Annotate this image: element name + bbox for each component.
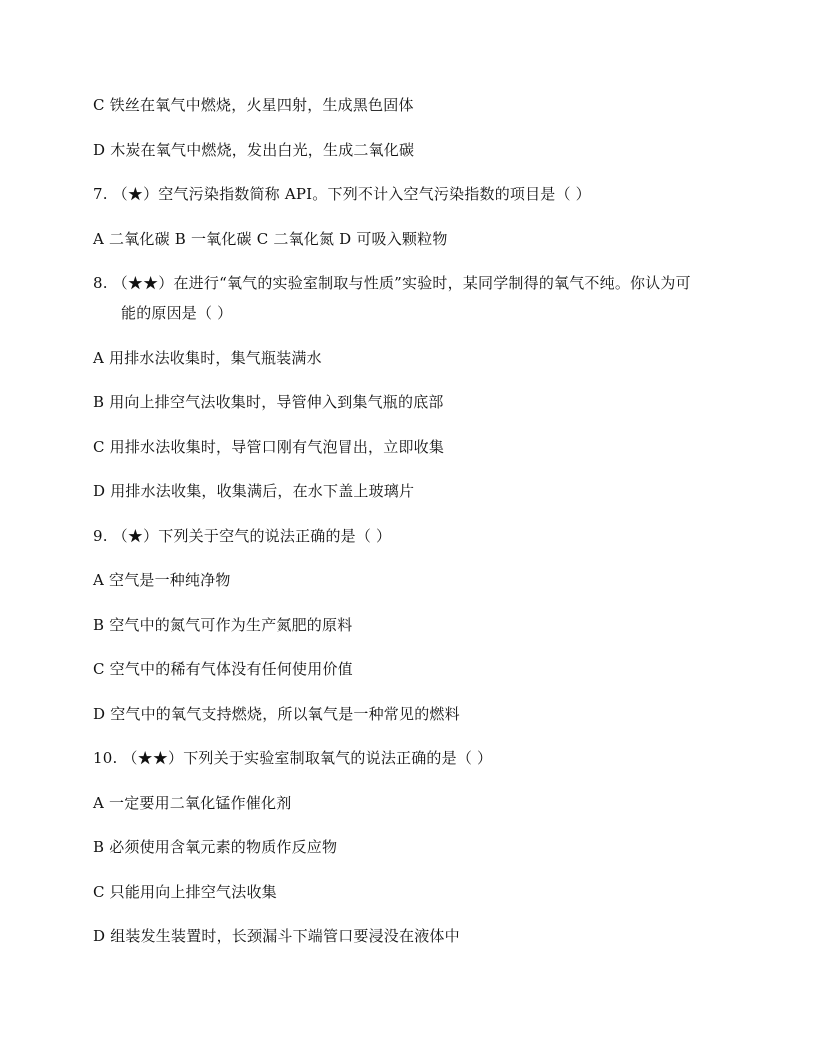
option-a-q10: A 一定要用二氧化锰作催化剂	[93, 794, 292, 812]
option-d-q6: D 木炭在氧气中燃烧，发出白光，生成二氧化碳	[93, 141, 415, 159]
options-q7: A 二氧化碳 B 一氧化碳 C 二氧化氮 D 可吸入颗粒物	[93, 230, 448, 248]
option-a-q8: A 用排水法收集时，集气瓶装满水	[93, 349, 322, 367]
question-7: 7. （★）空气污染指数简称 API。下列不计入空气污染指数的项目是（ ）	[93, 185, 591, 203]
option-a-q9: A 空气是一种纯净物	[93, 571, 231, 589]
option-d-q9: D 空气中的氧气支持燃烧，所以氧气是一种常见的燃料	[93, 705, 460, 723]
option-b-q10: B 必须使用含氧元素的物质作反应物	[93, 838, 338, 856]
question-8: 8. （★★）在进行“氧气的实验室制取与性质”实验时，某同学制得的氧气不纯。你认为可	[93, 274, 691, 292]
option-c-q8: C 用排水法收集时，导管口刚有气泡冒出，立即收集	[93, 438, 445, 456]
option-d-q8: D 用排水法收集，收集满后，在水下盖上玻璃片	[93, 482, 415, 500]
option-c-q10: C 只能用向上排空气法收集	[93, 883, 277, 901]
option-d-q10: D 组装发生装置时，长颈漏斗下端管口要浸没在液体中	[93, 927, 460, 945]
question-10: 10. （★★）下列关于实验室制取氧气的说法正确的是（ ）	[93, 749, 493, 767]
question-8-cont: 能的原因是（ ）	[121, 304, 233, 322]
option-b-q9: B 空气中的氮气可作为生产氮肥的原料	[93, 616, 353, 634]
option-b-q8: B 用向上排空气法收集时，导管伸入到集气瓶的底部	[93, 393, 444, 411]
option-c-q6: C 铁丝在氧气中燃烧，火星四射，生成黑色固体	[93, 96, 414, 114]
option-c-q9: C 空气中的稀有气体没有任何使用价值	[93, 660, 353, 678]
question-9: 9. （★）下列关于空气的说法正确的是（ ）	[93, 527, 392, 545]
